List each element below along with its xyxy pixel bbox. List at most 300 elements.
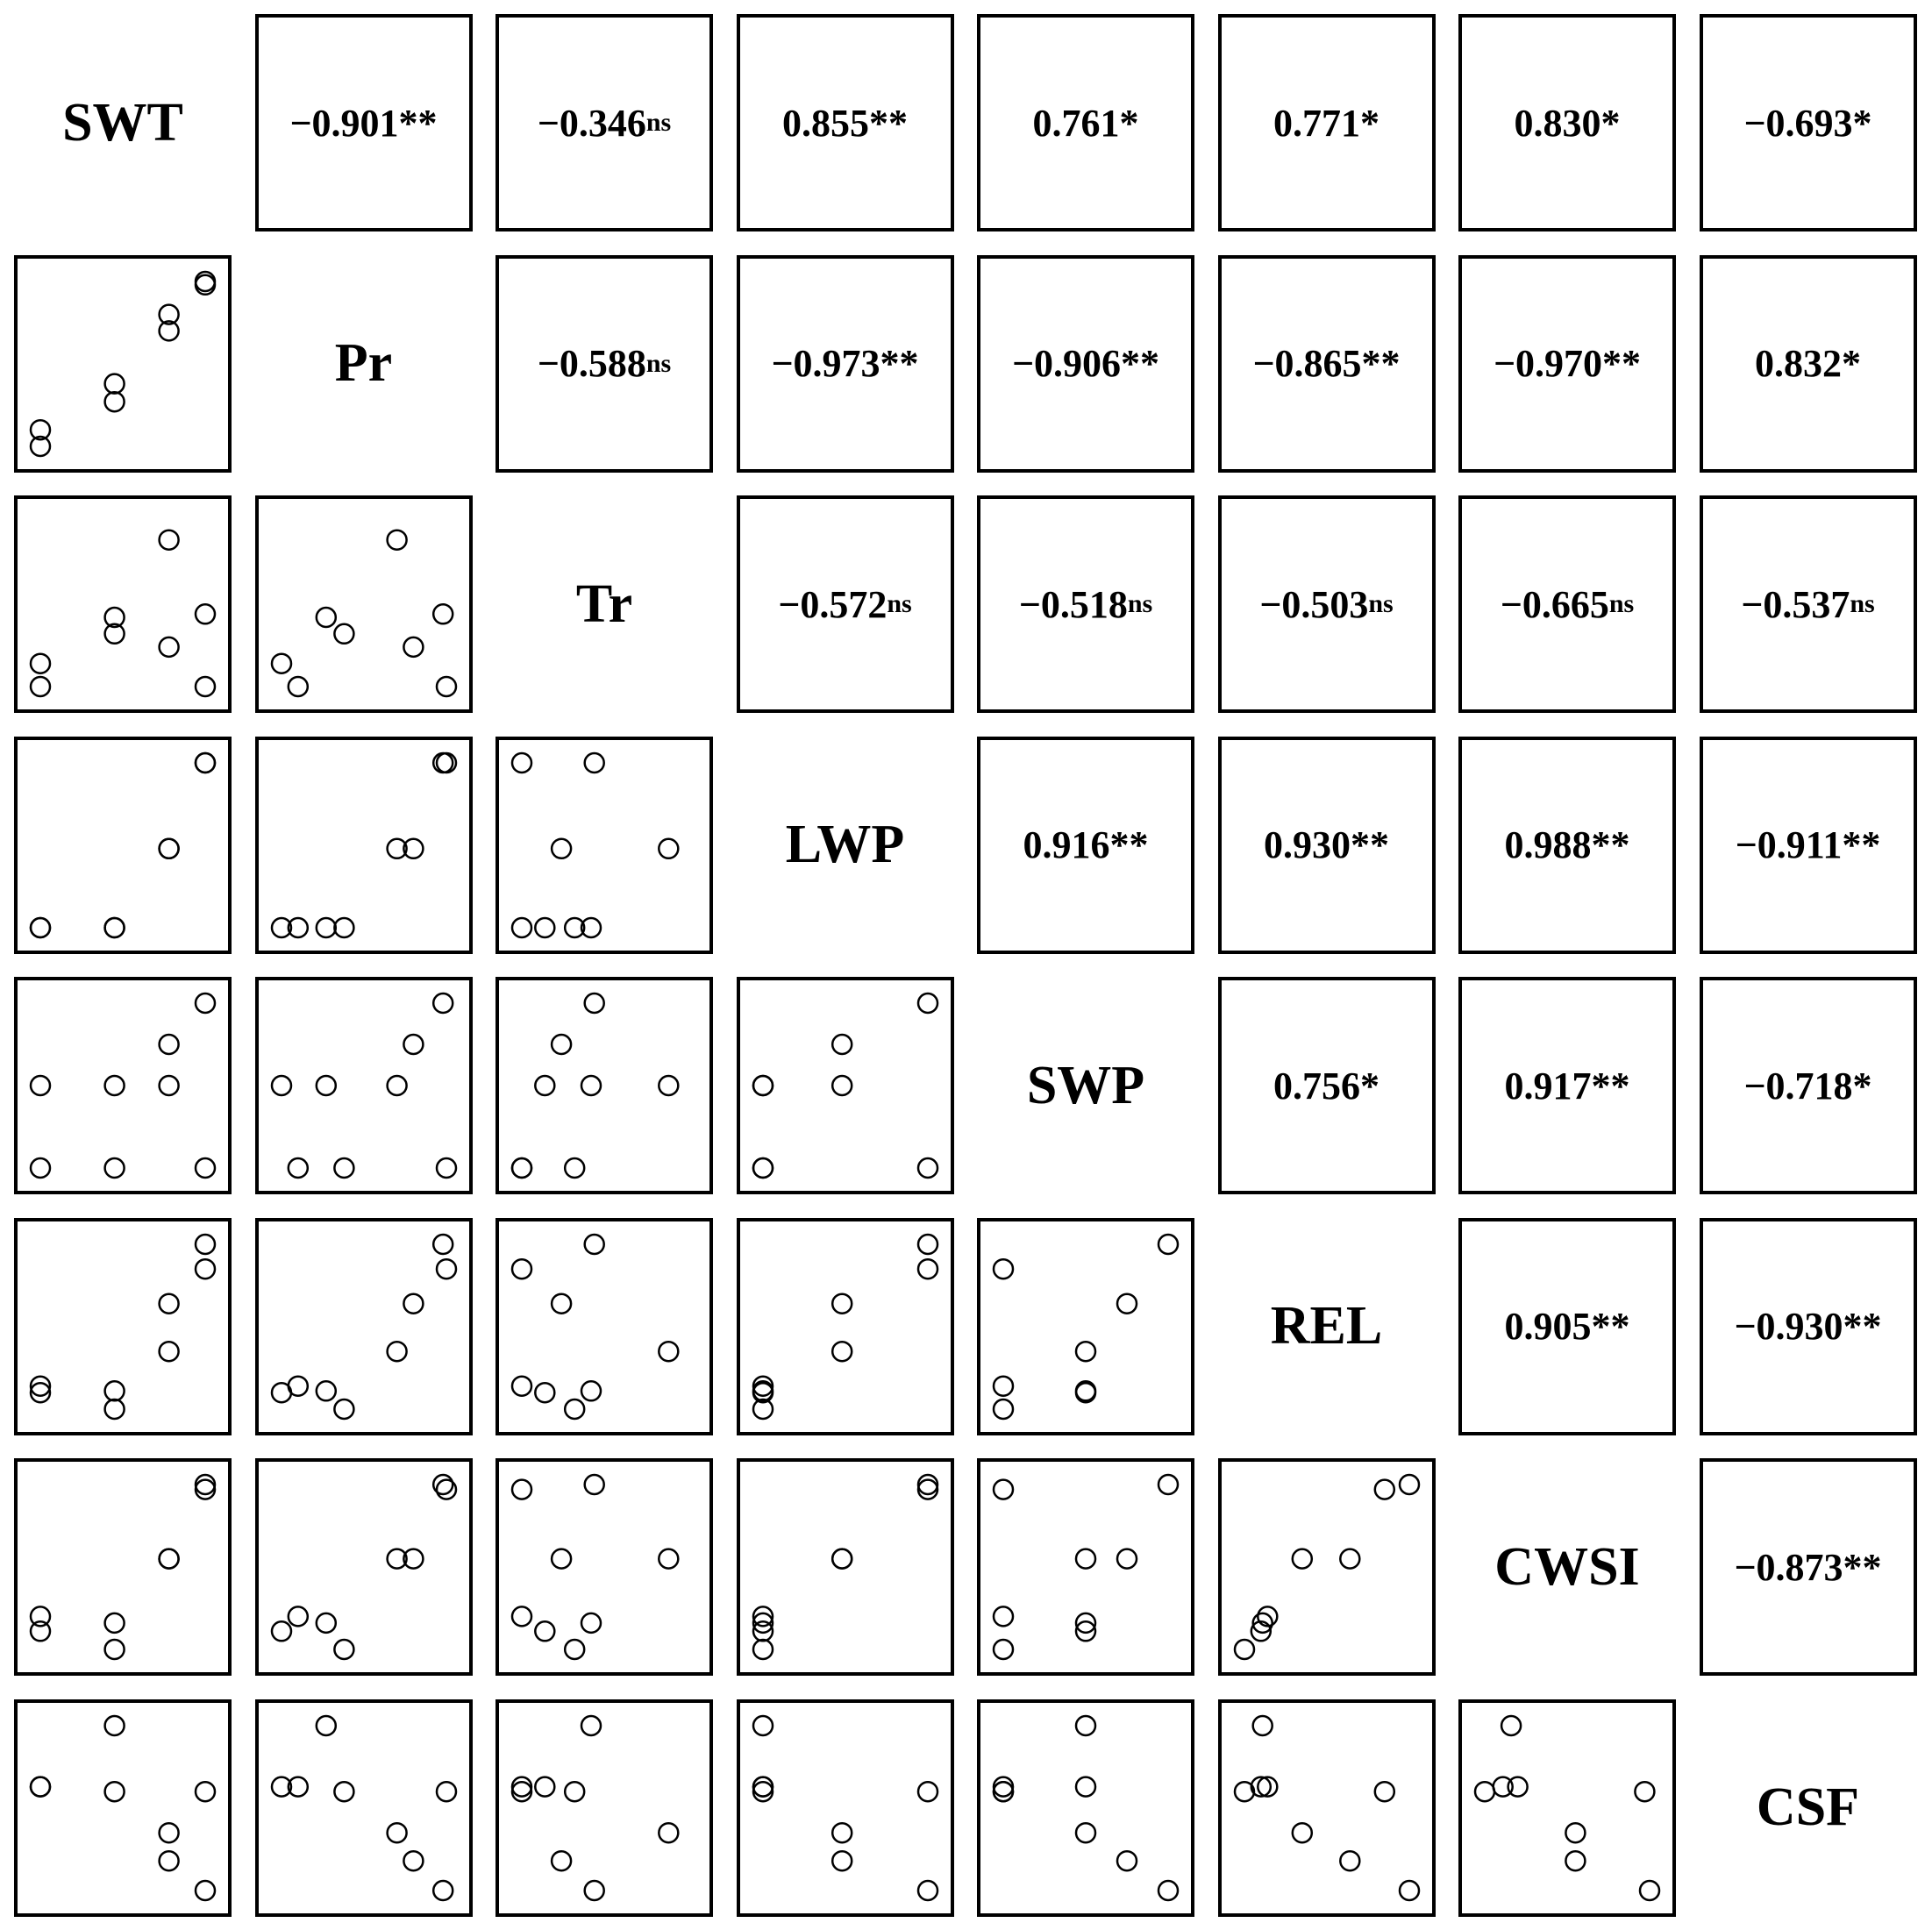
scatter-panel-rel-vs-pr: [255, 1218, 473, 1435]
scatter-panel-csf-vs-swp: [977, 1699, 1194, 1917]
data-point: [437, 1782, 456, 1801]
data-point: [1117, 1851, 1137, 1870]
data-point: [334, 1399, 353, 1419]
data-point: [437, 1158, 456, 1178]
data-point: [585, 1475, 604, 1494]
data-point: [512, 1777, 531, 1796]
scatter-panel-tr-vs-swt: [14, 495, 232, 713]
data-point: [1508, 1777, 1528, 1796]
scatter-panel-swp-vs-lwp: [737, 977, 954, 1194]
data-point: [1076, 1381, 1095, 1400]
data-point: [196, 1259, 215, 1278]
data-point: [334, 918, 353, 937]
data-point: [581, 1613, 601, 1633]
data-point: [832, 1076, 852, 1095]
scatter-plot: [259, 980, 469, 1191]
correlation-cell-swp-rel: [1218, 977, 1436, 1194]
scatter-plot: [259, 1221, 469, 1432]
data-point: [403, 1851, 423, 1870]
data-point: [512, 753, 531, 773]
scatter-plot: [1462, 1703, 1672, 1913]
scatter-plot: [499, 1462, 709, 1672]
data-point: [31, 654, 50, 673]
correlation-cell-pr-tr: −0.588 ns: [495, 255, 713, 473]
data-point: [160, 1342, 179, 1361]
correlation-value: 0.830: [1514, 101, 1601, 145]
scatter-plot: [1222, 1703, 1432, 1913]
data-point: [832, 1823, 852, 1842]
data-point: [316, 918, 335, 937]
correlation-value: 0.905: [1504, 1305, 1592, 1348]
data-point: [105, 374, 125, 393]
data-point: [1076, 1383, 1095, 1402]
scatter-plot: [259, 499, 469, 709]
scatter-panel-swp-vs-pr: [255, 977, 473, 1194]
data-point: [918, 1475, 937, 1494]
data-point: [832, 1851, 852, 1870]
data-point: [753, 1640, 773, 1659]
data-point: [160, 1035, 179, 1054]
data-point: [196, 1235, 215, 1254]
significance-marker: *: [1360, 101, 1379, 145]
data-point: [753, 1158, 773, 1178]
data-point: [659, 1549, 678, 1569]
data-point: [105, 918, 125, 937]
data-point: [196, 1782, 215, 1801]
data-point: [334, 1782, 353, 1801]
variable-label-lwp: LWP: [785, 815, 905, 874]
correlation-cell-rel-csf: [1700, 1218, 1917, 1435]
correlation-value: −0.518: [1018, 582, 1128, 626]
variable-label-swp: SWP: [1026, 1055, 1145, 1115]
data-point: [535, 1777, 554, 1796]
significance-marker: **: [1591, 1064, 1630, 1107]
scatter-panel-rel-vs-swp: [977, 1218, 1194, 1435]
correlation-cell-tr-cwsi: −0.665 ns: [1458, 495, 1676, 713]
correlation-cell-swt-rel: [1218, 14, 1436, 231]
data-point: [552, 1293, 571, 1313]
data-point: [512, 918, 531, 937]
scatter-panel-csf-vs-lwp: [737, 1699, 954, 1917]
correlation-cell-lwp-swp: [977, 737, 1194, 954]
data-point: [753, 1777, 773, 1796]
data-point: [437, 1480, 456, 1499]
correlation-value: 0.832: [1755, 342, 1842, 385]
scatter-plot: [259, 1462, 469, 1672]
data-point: [316, 1076, 335, 1095]
data-point: [552, 1851, 571, 1870]
data-point: [918, 1158, 937, 1178]
scatter-plot: [18, 499, 228, 709]
significance-marker: **: [1591, 823, 1630, 866]
correlation-cell-lwp-cwsi: [1458, 737, 1676, 954]
scatter-plot: [18, 740, 228, 951]
data-point: [433, 1881, 453, 1900]
scatter-panel-cwsi-vs-lwp: [737, 1458, 954, 1676]
data-point: [196, 1480, 215, 1499]
data-point: [1340, 1851, 1359, 1870]
correlation-cell-pr-rel: [1218, 255, 1436, 473]
data-point: [1158, 1475, 1178, 1494]
variable-label-csf: CSF: [1756, 1777, 1860, 1837]
scatter-panel-cwsi-vs-tr: [495, 1458, 713, 1676]
data-point: [832, 1293, 852, 1313]
data-point: [1340, 1549, 1359, 1569]
data-point: [918, 1235, 937, 1254]
variable-label-pr: Pr: [334, 333, 393, 393]
data-point: [1292, 1823, 1311, 1842]
data-point: [918, 1881, 937, 1900]
significance-marker: *: [1852, 1064, 1872, 1107]
data-point: [994, 1399, 1013, 1419]
significance-marker: **: [1351, 823, 1389, 866]
scatter-plot: [499, 1221, 709, 1432]
data-point: [31, 1076, 50, 1095]
data-point: [105, 1613, 125, 1633]
scatter-plot: [740, 1703, 951, 1913]
data-point: [512, 1259, 531, 1278]
data-point: [1640, 1881, 1659, 1900]
significance-marker: **: [880, 342, 919, 385]
correlation-value: −0.906: [1011, 342, 1122, 385]
correlation-cell-tr-csf: −0.537 ns: [1700, 495, 1917, 713]
correlation-value: 0.761: [1032, 101, 1120, 145]
scatter-panel-cwsi-vs-swp: [977, 1458, 1194, 1676]
scatter-panel-cwsi-vs-pr: [255, 1458, 473, 1676]
data-point: [994, 1606, 1013, 1626]
scatter-panel-lwp-vs-swt: [14, 737, 232, 954]
scatter-plot: [18, 980, 228, 1191]
data-point: [581, 1381, 601, 1400]
data-point: [1374, 1782, 1394, 1801]
scatter-panel-rel-vs-lwp: [737, 1218, 954, 1435]
data-point: [552, 838, 571, 858]
data-point: [196, 993, 215, 1013]
scatter-panel-rel-vs-swt: [14, 1218, 232, 1435]
data-point: [387, 531, 406, 550]
data-point: [535, 1076, 554, 1095]
data-point: [387, 1076, 406, 1095]
scatter-plot: [259, 740, 469, 951]
data-point: [105, 1158, 125, 1178]
correlation-value: −0.693: [1743, 101, 1853, 145]
data-point: [31, 677, 50, 696]
data-point: [1374, 1480, 1394, 1499]
data-point: [160, 1851, 179, 1870]
data-point: [994, 1480, 1013, 1499]
correlation-cell-swt-lwp: [737, 14, 954, 231]
significance-marker: **: [1591, 1305, 1630, 1348]
data-point: [1565, 1851, 1585, 1870]
data-point: [196, 1158, 215, 1178]
data-point: [585, 993, 604, 1013]
data-point: [105, 1381, 125, 1400]
data-point: [918, 1259, 937, 1278]
correlation-value: −0.901: [289, 101, 399, 145]
variable-label-swt: SWT: [62, 92, 183, 153]
correlation-value: −0.588: [537, 342, 646, 385]
data-point: [196, 1475, 215, 1494]
correlation-cell-lwp-rel: [1218, 737, 1436, 954]
correlation-cell-tr-rel: −0.503 ns: [1218, 495, 1436, 713]
significance-marker: **: [1843, 1305, 1882, 1348]
data-point: [1565, 1823, 1585, 1842]
scatter-plot: [18, 1703, 228, 1913]
correlation-cell-swt-csf: [1700, 14, 1917, 231]
data-point: [565, 1158, 584, 1178]
correlation-cell-swp-cwsi: [1458, 977, 1676, 1194]
data-point: [160, 1549, 179, 1569]
correlation-value: −0.665: [1500, 582, 1609, 626]
correlation-value: 0.855: [782, 101, 869, 145]
data-point: [105, 1716, 125, 1735]
scatter-plot: [740, 980, 951, 1191]
scatter-panel-tr-vs-pr: [255, 495, 473, 713]
data-point: [552, 1035, 571, 1054]
correlation-cell-pr-cwsi: [1458, 255, 1676, 473]
scatter-panel-csf-vs-pr: [255, 1699, 473, 1917]
scatter-plot: [18, 1221, 228, 1432]
scatter-panel-lwp-vs-tr: [495, 737, 713, 954]
data-point: [585, 1881, 604, 1900]
data-point: [288, 1158, 307, 1178]
correlation-cell-pr-csf: [1700, 255, 1917, 473]
data-point: [552, 1549, 571, 1569]
scatter-plot: [740, 1462, 951, 1672]
data-point: [994, 1640, 1013, 1659]
data-point: [31, 918, 50, 937]
data-point: [1292, 1549, 1311, 1569]
correlation-value: −0.970: [1493, 342, 1603, 385]
scatter-panel-swp-vs-swt: [14, 977, 232, 1194]
data-point: [659, 1076, 678, 1095]
variable-label-cwsi: CWSI: [1494, 1536, 1640, 1597]
correlation-value: 0.771: [1273, 101, 1360, 145]
data-point: [1501, 1716, 1521, 1735]
scatter-panel-cwsi-vs-rel: [1218, 1458, 1436, 1676]
data-point: [512, 1376, 531, 1395]
scatter-panel-csf-vs-swt: [14, 1699, 232, 1917]
correlation-value: −0.537: [1741, 582, 1850, 626]
significance-marker: *: [1842, 342, 1861, 385]
scatter-panel-rel-vs-tr: [495, 1218, 713, 1435]
scatter-plot: [1222, 1462, 1432, 1672]
scatter-plot: [18, 259, 228, 469]
data-point: [105, 1782, 125, 1801]
scatter-plot: [980, 1703, 1191, 1913]
scatter-panel-lwp-vs-pr: [255, 737, 473, 954]
data-point: [403, 637, 423, 657]
data-point: [160, 1823, 179, 1842]
data-point: [160, 1076, 179, 1095]
data-point: [832, 1549, 852, 1569]
correlation-cell-cwsi-csf: [1700, 1458, 1917, 1676]
data-point: [581, 1716, 601, 1735]
data-point: [334, 624, 353, 644]
data-point: [581, 1076, 601, 1095]
data-point: [334, 1158, 353, 1178]
data-point: [585, 1235, 604, 1254]
data-point: [535, 1383, 554, 1402]
significance-marker: **: [1602, 342, 1642, 385]
data-point: [535, 918, 554, 937]
correlation-cell-swt-tr: −0.346 ns: [495, 14, 713, 231]
correlation-cell-pr-swp: [977, 255, 1194, 473]
data-point: [1635, 1782, 1654, 1801]
data-point: [1475, 1782, 1494, 1801]
data-point: [1158, 1881, 1178, 1900]
data-point: [105, 1640, 125, 1659]
scatter-plot: [259, 1703, 469, 1913]
data-point: [437, 1259, 456, 1278]
data-point: [753, 1076, 773, 1095]
scatter-panel-csf-vs-tr: [495, 1699, 713, 1917]
data-point: [160, 1293, 179, 1313]
scatter-plot: [980, 1221, 1191, 1432]
data-point: [433, 604, 453, 623]
data-point: [1117, 1293, 1137, 1313]
data-point: [1076, 1777, 1095, 1796]
significance-marker: **: [398, 101, 438, 145]
data-point: [31, 1777, 50, 1796]
scatter-plot: [499, 980, 709, 1191]
data-point: [437, 677, 456, 696]
data-point: [433, 1235, 453, 1254]
data-point: [196, 1881, 215, 1900]
data-point: [1076, 1716, 1095, 1735]
significance-marker: *: [1600, 101, 1621, 145]
data-point: [918, 1480, 937, 1499]
data-point: [512, 1158, 531, 1178]
data-point: [659, 1342, 678, 1361]
data-point: [1400, 1881, 1419, 1900]
data-point: [105, 1399, 125, 1419]
correlation-value: −0.873: [1734, 1545, 1843, 1589]
significance-marker: **: [1109, 823, 1149, 866]
data-point: [512, 1782, 531, 1801]
correlation-cell-rel-cwsi: [1458, 1218, 1676, 1435]
correlation-value: −0.572: [778, 582, 888, 626]
data-point: [196, 677, 215, 696]
correlation-value: −0.503: [1259, 582, 1369, 626]
data-point: [272, 1076, 291, 1095]
scatter-plot: [740, 1221, 951, 1432]
data-point: [160, 838, 179, 858]
data-point: [403, 1035, 423, 1054]
significance-marker: **: [1842, 823, 1881, 866]
scatter-plot: [18, 1462, 228, 1672]
data-point: [403, 1293, 423, 1313]
data-point: [753, 1716, 773, 1735]
data-point: [1117, 1549, 1137, 1569]
scatter-panel-pr-vs-swt: [14, 255, 232, 473]
data-point: [994, 1259, 1013, 1278]
variable-label-rel: REL: [1270, 1296, 1383, 1356]
significance-marker: *: [1852, 101, 1872, 145]
data-point: [512, 1606, 531, 1626]
significance-marker: **: [1121, 342, 1160, 385]
data-point: [160, 637, 179, 657]
data-point: [316, 1716, 335, 1735]
scatter-plot: [980, 1462, 1191, 1672]
correlation-cell-swp-csf: [1700, 977, 1917, 1194]
correlation-value: −0.911: [1735, 823, 1843, 866]
significance-marker: **: [1843, 1545, 1882, 1589]
data-point: [316, 1381, 335, 1400]
scatter-panel-cwsi-vs-swt: [14, 1458, 232, 1676]
significance-marker: *: [1119, 101, 1139, 145]
correlation-cell-tr-swp: −0.518 ns: [977, 495, 1194, 713]
significance-marker: *: [1360, 1064, 1379, 1107]
correlation-value: −0.930: [1734, 1305, 1843, 1348]
data-point: [918, 993, 937, 1013]
correlation-value: −0.865: [1252, 342, 1362, 385]
correlation-cell-lwp-csf: [1700, 737, 1917, 954]
data-point: [1235, 1640, 1254, 1659]
correlation-value: 0.756: [1273, 1064, 1360, 1107]
data-point: [994, 1782, 1013, 1801]
data-point: [585, 753, 604, 773]
data-point: [1076, 1549, 1095, 1569]
data-point: [565, 1399, 584, 1419]
data-point: [288, 1376, 307, 1395]
data-point: [994, 1777, 1013, 1796]
data-point: [160, 531, 179, 550]
data-point: [334, 1640, 353, 1659]
data-point: [918, 1782, 937, 1801]
data-point: [196, 604, 215, 623]
correlation-value: 0.917: [1504, 1064, 1592, 1107]
data-point: [832, 1342, 852, 1361]
variable-label-tr: Tr: [575, 573, 633, 634]
data-point: [832, 1035, 852, 1054]
correlation-value: 0.930: [1264, 823, 1351, 866]
correlation-value: 0.916: [1023, 823, 1110, 866]
data-point: [994, 1376, 1013, 1395]
significance-marker: **: [1361, 342, 1401, 385]
data-point: [1235, 1782, 1254, 1801]
scatter-plot: [499, 740, 709, 951]
data-point: [387, 1342, 406, 1361]
data-point: [1400, 1475, 1419, 1494]
scatter-panel-csf-vs-rel: [1218, 1699, 1436, 1917]
data-point: [1076, 1823, 1095, 1842]
scatter-panel-swp-vs-tr: [495, 977, 713, 1194]
data-point: [1076, 1342, 1095, 1361]
correlation-value: −0.346: [537, 101, 646, 145]
data-point: [1158, 1235, 1178, 1254]
data-point: [565, 1640, 584, 1659]
data-point: [565, 1782, 584, 1801]
data-point: [387, 1823, 406, 1842]
correlation-cell-swt-swp: [977, 14, 1194, 231]
data-point: [105, 392, 125, 411]
data-point: [272, 654, 291, 673]
correlation-cell-pr-lwp: [737, 255, 954, 473]
data-point: [288, 1606, 307, 1626]
data-point: [1252, 1716, 1272, 1735]
data-point: [433, 993, 453, 1013]
scatter-panel-csf-vs-cwsi: [1458, 1699, 1676, 1917]
data-point: [535, 1621, 554, 1641]
data-point: [753, 1381, 773, 1400]
data-point: [196, 753, 215, 773]
data-point: [31, 1158, 50, 1178]
scatter-plot: [499, 1703, 709, 1913]
data-point: [753, 1782, 773, 1801]
correlation-value: 0.988: [1504, 823, 1592, 866]
correlation-cell-swt-cwsi: [1458, 14, 1676, 231]
